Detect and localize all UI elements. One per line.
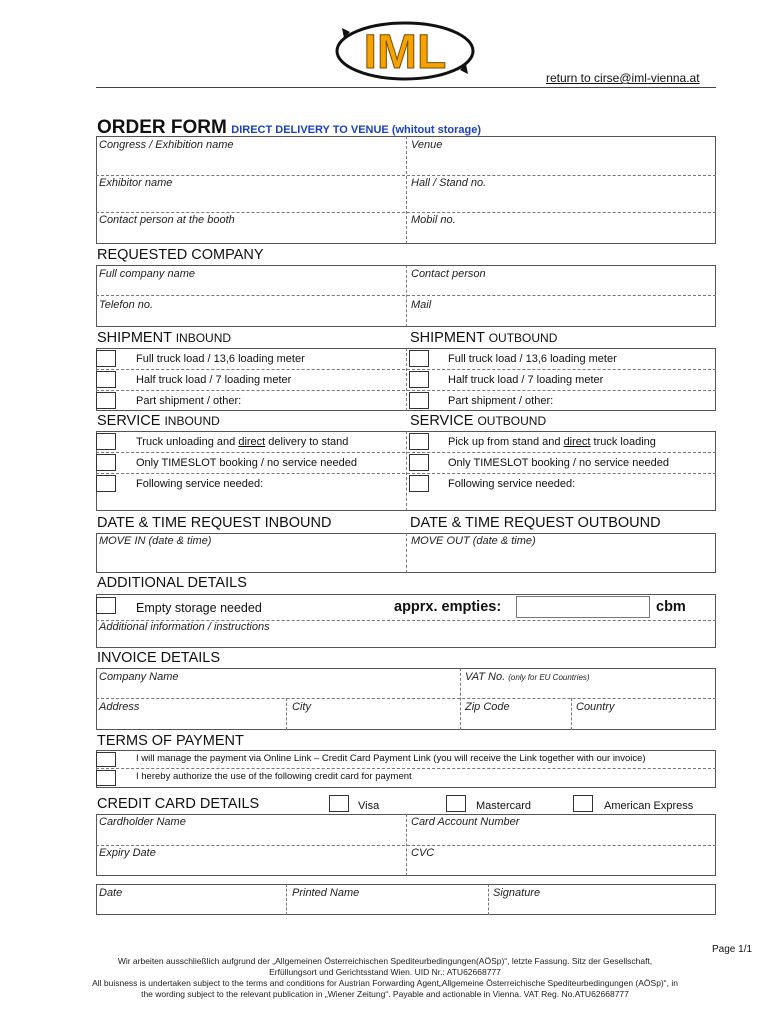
ship-out-half-checkbox[interactable] [409, 371, 429, 388]
address-field[interactable]: Address [99, 701, 140, 713]
cvc-field[interactable]: CVC [411, 847, 435, 859]
contact-person-field[interactable]: Contact person [411, 268, 486, 280]
svc-in-timeslot-checkbox[interactable] [96, 454, 116, 471]
svc-in-unload-checkbox[interactable] [96, 433, 116, 450]
cbm-label: cbm [656, 599, 686, 615]
ship-out-full-label: Full truck load / 13,6 loading meter [448, 353, 617, 365]
congress-field[interactable]: Congress / Exhibition name [99, 139, 234, 151]
payment-authorize-checkbox[interactable] [96, 770, 116, 786]
footer-line-3: All buisness is undertaken subject to the terms and conditions for Austrian Forwarding Agent„Allgemeine Österreichische Spediteurbedingungen (AÖSp)“, in [92, 978, 678, 988]
header-rule [96, 87, 716, 88]
empty-storage-checkbox[interactable] [96, 597, 116, 614]
visa-checkbox[interactable] [329, 795, 349, 812]
exhibitor-field[interactable]: Exhibitor name [99, 177, 173, 189]
additional-info-field[interactable]: Additional information / instructions [99, 621, 270, 633]
ship-out-part-label: Part shipment / other: [448, 395, 554, 407]
shipment-inbound-heading: SHIPMENT INBOUND [97, 330, 232, 346]
visa-label: Visa [358, 800, 380, 812]
country-field[interactable]: Country [576, 701, 615, 713]
payment-online-label: I will manage the payment via Online Link – Credit Card Payment Link (you will receive the Link together with our invoice) [136, 753, 646, 764]
signature-field[interactable]: Signature [493, 887, 541, 899]
ship-out-full-checkbox[interactable] [409, 350, 429, 367]
mastercard-checkbox[interactable] [446, 795, 466, 812]
empties-input[interactable] [516, 596, 650, 618]
empty-storage-label: Empty storage needed [136, 601, 262, 615]
mail-field[interactable]: Mail [411, 299, 432, 311]
footer-line-1: Wir arbeiten ausschließlich aufgrund der „Allgemeinen Österreichischen Spediteurbedingungen(AÖSp)“, letzte Fassung. Sitz der Gesellschaft, [117, 956, 653, 966]
zip-field[interactable]: Zip Code [465, 701, 510, 713]
ship-in-full-checkbox[interactable] [96, 350, 116, 367]
ship-out-part-checkbox[interactable] [409, 392, 429, 409]
ship-in-full-label: Full truck load / 13,6 loading meter [136, 353, 305, 365]
svc-out-timeslot-label: Only TIMESLOT booking / no service needed [448, 457, 669, 469]
svc-in-unload-label: Truck unloading and direct delivery to stand [136, 436, 349, 448]
footer-line-4: the wording subject to the relevant publication in „Wiener Zeitung“. Payable and actionable in Vienna. VAT Reg. No.ATU62668777 [141, 989, 629, 999]
date-field[interactable]: Date [99, 887, 123, 899]
svc-in-following-checkbox[interactable] [96, 475, 116, 492]
svc-out-pickup-checkbox[interactable] [409, 433, 429, 450]
ship-in-half-checkbox[interactable] [96, 371, 116, 388]
invoice-company-field[interactable]: Company Name [99, 671, 179, 683]
move-out-field[interactable]: MOVE OUT (date & time) [411, 535, 536, 547]
vat-field[interactable]: VAT No. (only for EU Countries) [465, 671, 590, 683]
expiry-field[interactable]: Expiry Date [99, 847, 156, 859]
ship-out-half-label: Half truck load / 7 loading meter [448, 374, 604, 386]
move-in-field[interactable]: MOVE IN (date & time) [99, 535, 212, 547]
logo-text: IML [363, 26, 447, 79]
amex-label: American Express [604, 800, 694, 812]
mastercard-label: Mastercard [476, 800, 532, 812]
service-outbound-heading: SERVICE OUTBOUND [410, 413, 547, 429]
company-heading: REQUESTED COMPANY [97, 247, 264, 263]
full-company-name-field[interactable]: Full company name [99, 268, 195, 280]
amex-checkbox[interactable] [573, 795, 593, 812]
datetime-inbound-heading: DATE & TIME REQUEST INBOUND [97, 515, 332, 531]
svc-out-following-label: Following service needed: [448, 478, 576, 490]
ship-in-half-label: Half truck load / 7 loading meter [136, 374, 292, 386]
svc-in-following-label: Following service needed: [136, 478, 264, 490]
iml-logo [330, 18, 480, 84]
datetime-outbound-heading: DATE & TIME REQUEST OUTBOUND [410, 515, 661, 531]
signature-box [96, 884, 716, 915]
shipment-outbound-heading: SHIPMENT OUTBOUND [410, 330, 558, 346]
additional-heading: ADDITIONAL DETAILS [97, 575, 247, 591]
venue-field[interactable]: Venue [411, 139, 443, 151]
service-inbound-heading: SERVICE INBOUND [97, 413, 220, 429]
printed-name-field[interactable]: Printed Name [292, 887, 360, 899]
svc-out-timeslot-checkbox[interactable] [409, 454, 429, 471]
mobil-field[interactable]: Mobil no. [411, 214, 456, 226]
svc-in-timeslot-label: Only TIMESLOT booking / no service needed [136, 457, 357, 469]
form-title-main: ORDER FORM [97, 117, 227, 138]
payment-heading: TERMS OF PAYMENT [97, 733, 244, 749]
card-heading: CREDIT CARD DETAILS [97, 796, 260, 812]
city-field[interactable]: City [292, 701, 311, 713]
ship-in-part-label: Part shipment / other: [136, 395, 242, 407]
invoice-box [96, 668, 716, 730]
cardholder-field[interactable]: Cardholder Name [99, 816, 186, 828]
telefon-field[interactable]: Telefon no. [99, 299, 154, 311]
payment-online-checkbox[interactable] [96, 752, 116, 767]
contact-booth-field[interactable]: Contact person at the booth [99, 214, 235, 226]
ship-in-part-checkbox[interactable] [96, 392, 116, 409]
svc-out-following-checkbox[interactable] [409, 475, 429, 492]
hall-stand-field[interactable]: Hall / Stand no. [411, 177, 487, 189]
footer-line-2: Erfüllungsort und Gerichtsstand Wien. UID Nr.: ATU62668777 [269, 967, 501, 977]
form-title-sub: DIRECT DELIVERY TO VENUE (whitout storage) [231, 124, 482, 136]
invoice-heading: INVOICE DETAILS [97, 650, 221, 666]
card-account-field[interactable]: Card Account Number [411, 816, 520, 828]
empties-label: apprx. empties: [394, 599, 502, 615]
payment-authorize-label: I hereby authorize the use of the following credit card for payment [136, 771, 412, 782]
page-number: Page 1/1 [712, 944, 753, 955]
return-link[interactable]: return to cirse@iml-vienna.at [546, 71, 700, 85]
svc-out-pickup-label: Pick up from stand and direct truck loading [448, 436, 656, 448]
